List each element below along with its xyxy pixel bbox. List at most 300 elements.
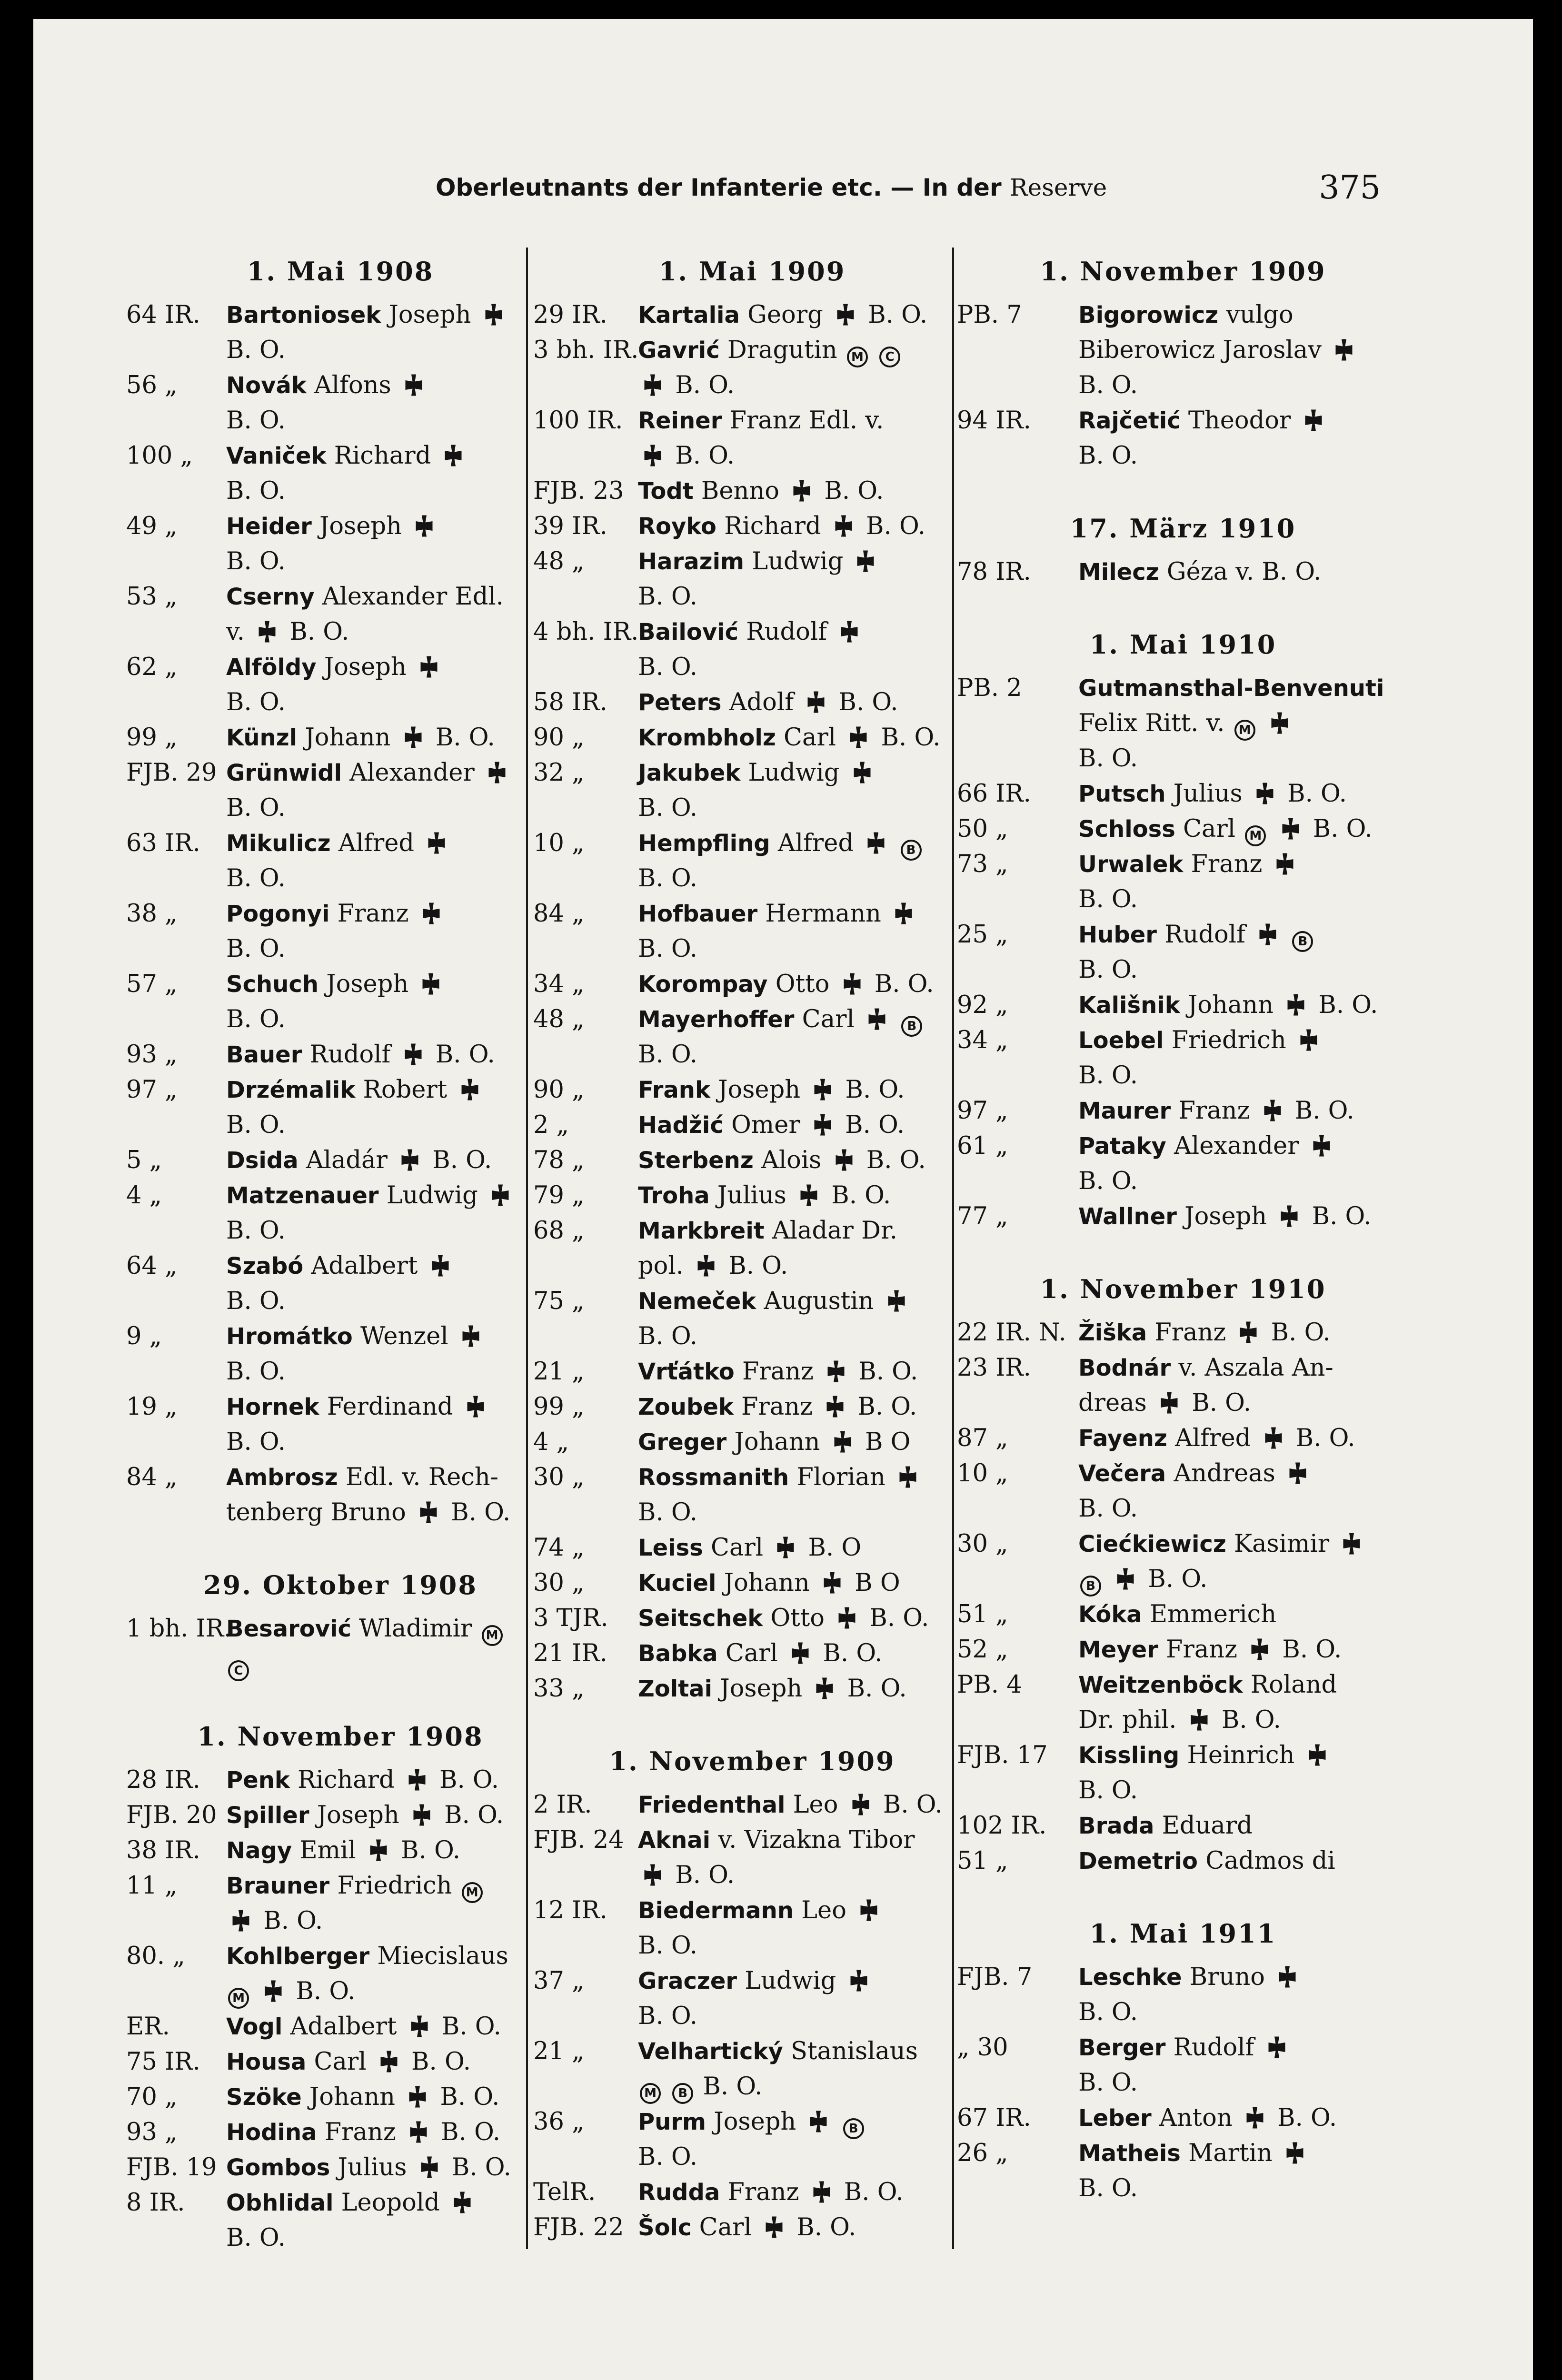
entry-text: tenberg Bruno B. O.: [226, 1498, 511, 1527]
officer-surname: Seitschek: [638, 1605, 763, 1632]
officer-surname: Hadžić: [638, 1112, 724, 1139]
unit-label: 90 „: [533, 724, 585, 752]
roster-entry: [957, 1960, 1409, 2030]
cross-decoration-icon: [857, 1898, 881, 1922]
entry-text: Johann B O: [734, 1428, 911, 1456]
roster-entry: [533, 403, 971, 474]
unit-label: 2 „: [533, 1111, 569, 1139]
entry-text: B. O.: [638, 1498, 697, 1527]
roster-entry: [533, 615, 971, 685]
unit-label: 84 „: [126, 1463, 178, 1491]
entry-text: B. O.: [638, 864, 697, 892]
officer-surname: Obhlidal: [226, 2190, 334, 2216]
entry-text: B. O.: [638, 794, 697, 822]
unit-label: 36 „: [533, 2108, 585, 2136]
cross-decoration-icon: [1268, 711, 1292, 735]
entry-text: Kasimir: [1234, 1530, 1330, 1558]
roster-entry: [533, 1893, 971, 1964]
cross-decoration-icon: [1114, 1567, 1137, 1591]
officer-surname: Berger: [1078, 2034, 1166, 2061]
entry-text: v. B. O.: [226, 618, 349, 646]
entry-text: Johann B. O.: [309, 2083, 500, 2111]
unit-label: 26 „: [957, 2139, 1008, 2167]
entry-text: Alfred B. O.: [1175, 1424, 1355, 1452]
unit-label: 99 „: [533, 1393, 585, 1421]
cross-decoration-icon: [458, 1078, 482, 1101]
officer-surname: Jakubek: [638, 760, 741, 786]
section-heading: 1. November 1910: [1040, 1274, 1326, 1304]
cross-decoration-icon: [641, 1863, 665, 1887]
roster-entry: [126, 1833, 555, 1868]
unit-label: TelR.: [533, 2178, 596, 2206]
entry-text: Richard B. O.: [298, 1766, 499, 1794]
unit-label: 29 IR.: [533, 301, 607, 329]
roster-entry: [126, 579, 555, 650]
officer-surname: Gombos: [226, 2154, 330, 2181]
entry-text: Rudolf: [746, 618, 827, 646]
entry-text: Carl B: [802, 1005, 925, 1033]
officer-surname: Fayenz: [1078, 1425, 1167, 1452]
roster-entry: [126, 1798, 555, 1833]
unit-label: 3 bh. IR.: [533, 336, 639, 364]
running-title: Oberleutnants der Infanterie etc. — In der Reserve: [436, 174, 1107, 201]
unit-label: 97 „: [957, 1097, 1008, 1125]
roster-entry: [957, 1456, 1409, 1527]
roster-entry: [957, 671, 1409, 776]
unit-label: 84 „: [533, 900, 585, 928]
officer-surname: Biedermann: [638, 1897, 794, 1924]
roster-entry: [533, 2034, 971, 2104]
officer-surname: Pataky: [1078, 1133, 1166, 1160]
entry-text: Theodor: [1188, 407, 1291, 435]
cross-decoration-icon: [1302, 408, 1325, 432]
unit-label: 2 IR.: [533, 1791, 592, 1819]
cross-decoration-icon: [885, 1289, 908, 1313]
officer-surname: Drzémalik: [226, 1077, 356, 1103]
entry-text: Carl B. O: [710, 1534, 862, 1562]
entry-text: Dr. phil. B. O.: [1078, 1706, 1281, 1734]
officer-surname: Dsida: [226, 1147, 298, 1174]
roster-entry: [957, 1597, 1409, 1632]
entry-text: B. O.: [226, 1428, 286, 1456]
officer-surname: Novák: [226, 372, 307, 399]
cross-decoration-icon: [255, 620, 279, 644]
entry-text: Aladar Dr.: [772, 1217, 898, 1245]
page-number: 375: [1319, 169, 1381, 207]
entry-text: B. O.: [226, 336, 286, 364]
entry-text: B. O.: [1078, 1061, 1138, 1090]
roster-entry: [533, 2210, 971, 2245]
entry-text: Augustin: [764, 1287, 874, 1315]
officer-surname: Mikulicz: [226, 830, 331, 857]
cross-decoration-icon: [832, 514, 856, 538]
officer-surname: Besarović: [226, 1616, 351, 1642]
roster-entry: [533, 2175, 971, 2210]
unit-label: 9 „: [126, 1322, 162, 1350]
roster-entry: [126, 1249, 555, 1319]
entry-text: Adalbert: [311, 1252, 418, 1280]
entry-text: B. O.: [226, 407, 286, 435]
unit-label: 94 IR.: [957, 407, 1031, 435]
entry-text: Emil B. O.: [299, 1836, 461, 1864]
cross-decoration-icon: [419, 972, 443, 996]
cross-decoration-icon: [806, 2110, 830, 2133]
entry-text: B. O.: [1078, 2174, 1138, 2202]
roster-entry: [533, 1425, 971, 1460]
roster-entry: [533, 1566, 971, 1601]
entry-text: B. O.: [1078, 371, 1138, 399]
officer-surname: Bailović: [638, 619, 739, 645]
officer-surname: Aknai: [638, 1827, 711, 1854]
entry-text: Carl B. O.: [314, 2048, 471, 2076]
roster-entry: [957, 847, 1409, 917]
entry-text: Joseph B: [714, 2108, 866, 2136]
unit-label: 10 „: [533, 829, 585, 857]
entry-text: B. O.: [226, 477, 286, 505]
cross-decoration-icon: [1277, 1204, 1301, 1228]
roster-entry: [126, 2185, 555, 2256]
cross-decoration-icon: [401, 1042, 425, 1066]
cross-decoration-icon: [1284, 993, 1308, 1017]
entry-text: Stanislaus: [791, 2037, 918, 2065]
roster-entry: [533, 1354, 971, 1389]
entry-text: Carl B. O.: [725, 1639, 883, 1667]
decoration-badge-icon: M: [482, 1625, 503, 1646]
officer-surname: Huber: [1078, 922, 1157, 948]
unit-label: FJB. 17: [957, 1741, 1048, 1769]
roster-entry: [533, 298, 971, 333]
entry-text: Joseph: [326, 970, 409, 998]
unit-label: 39 IR.: [533, 512, 607, 540]
unit-label: 4 bh. IR.: [533, 618, 639, 646]
unit-label: FJB. 29: [126, 759, 217, 787]
roster-entry: [126, 2115, 555, 2150]
unit-label: 78 „: [533, 1146, 585, 1174]
entry-text: B. O.: [638, 1932, 697, 1960]
cross-decoration-icon: [1275, 1965, 1299, 1989]
roster-entry: [126, 1072, 555, 1143]
entry-text: Felix Ritt. v. M: [1078, 709, 1294, 737]
decoration-badge-icon: M: [1234, 720, 1255, 741]
officer-surname: Frank: [638, 1077, 710, 1103]
officer-surname: Hodina: [226, 2119, 317, 2146]
entry-text: Carl B. O.: [783, 724, 941, 752]
unit-label: 73 „: [957, 850, 1008, 878]
unit-label: 67 IR.: [957, 2104, 1031, 2132]
unit-label: 48 „: [533, 1005, 585, 1033]
entry-text: Martin: [1188, 2139, 1273, 2167]
officer-surname: Loebel: [1078, 1027, 1164, 1054]
entry-text: B. O.: [226, 1907, 323, 1935]
entry-text: Franz Edl. v.: [729, 407, 884, 435]
cross-decoration-icon: [864, 831, 888, 855]
entry-text: Leo B. O.: [793, 1791, 943, 1819]
roster-entry: [533, 333, 971, 403]
cross-decoration-icon: [896, 1465, 920, 1489]
cross-decoration-icon: [428, 1254, 452, 1278]
roster-entry: [126, 2150, 555, 2185]
cross-decoration-icon: [261, 1979, 285, 2003]
unit-label: 63 IR.: [126, 829, 200, 857]
unit-label: PB. 7: [957, 301, 1022, 329]
cross-decoration-icon: [402, 373, 426, 397]
officer-surname: Todt: [638, 478, 694, 505]
roster-entry: [957, 917, 1409, 988]
roster-entry: [957, 403, 1409, 474]
roster-entry: [533, 2104, 971, 2175]
cross-decoration-icon: [774, 1536, 797, 1559]
entry-text: Rudolf B. O.: [309, 1041, 495, 1069]
unit-label: 34 „: [957, 1026, 1008, 1054]
entry-text: Miecislaus: [377, 1942, 508, 1970]
officer-surname: Hornek: [226, 1394, 319, 1420]
roster-entry: [957, 988, 1409, 1023]
unit-label: 8 IR.: [126, 2189, 185, 2217]
unit-label: 37 „: [533, 1967, 585, 1995]
unit-label: 34 „: [533, 970, 585, 998]
section-heading: 1. November 1909: [1040, 256, 1326, 287]
decoration-badge-icon: B: [843, 2118, 864, 2139]
entry-text: Friedrich M: [337, 1872, 484, 1900]
officer-surname: Cserny: [226, 584, 315, 610]
entry-text: Adalbert B. O.: [290, 2013, 501, 2041]
roster-entry: [533, 474, 971, 509]
officer-surname: Rudda: [638, 2179, 720, 2206]
cross-decoration-icon: [1332, 338, 1356, 362]
officer-surname: Putsch: [1078, 781, 1166, 807]
column-2: [533, 250, 971, 2245]
roster-entry: [126, 1868, 555, 1939]
entry-text: B. O.: [638, 2143, 697, 2171]
officer-surname: Kissling: [1078, 1742, 1180, 1769]
entry-text: Robert: [363, 1076, 448, 1104]
roster-entry: [533, 1530, 971, 1566]
cross-decoration-icon: [846, 725, 870, 749]
unit-label: 75 IR.: [126, 2048, 200, 2076]
cross-decoration-icon: [1236, 1320, 1260, 1344]
roster-entry: [126, 368, 555, 438]
entry-text: B. O.: [226, 864, 286, 892]
entry-text: Roland: [1250, 1671, 1337, 1699]
officer-surname: Krombholz: [638, 724, 776, 751]
roster-entry: [957, 1808, 1409, 1844]
unit-label: 21 „: [533, 1358, 585, 1386]
officer-surname: Housa: [226, 2049, 307, 2075]
officer-surname: Leschke: [1078, 1964, 1182, 1991]
decoration-badge-icon: B: [1080, 1576, 1101, 1597]
roster-entry: [533, 1964, 971, 2034]
entry-text: B. O.: [226, 1217, 286, 1245]
roster-entry: [957, 1844, 1409, 1879]
unit-label: 77 „: [957, 1202, 1008, 1230]
cross-decoration-icon: [813, 1676, 836, 1700]
roster-entry: [533, 1002, 971, 1072]
cross-decoration-icon: [1279, 817, 1303, 841]
decoration-badge-icon: B: [672, 2083, 693, 2104]
roster-entry: [126, 2009, 555, 2044]
officer-surname: Velhartický: [638, 2038, 783, 2065]
officer-surname: Royko: [638, 513, 716, 540]
cross-decoration-icon: [1305, 1743, 1329, 1767]
cross-decoration-icon: [1256, 922, 1280, 946]
entry-text: M B. O.: [226, 1977, 355, 2005]
roster-entry: [957, 1667, 1409, 1738]
officer-surname: Kartalia: [638, 302, 740, 328]
roster-entry: [957, 1093, 1409, 1129]
roster-entry: [533, 1108, 971, 1143]
entry-text: Emmerich: [1149, 1600, 1277, 1628]
officer-surname: Schloss: [1078, 816, 1175, 843]
officer-surname: Rossmanith: [638, 1464, 789, 1491]
entry-text: [226, 1650, 251, 1678]
cross-decoration-icon: [823, 1395, 847, 1418]
unit-label: 22 IR. N.: [957, 1319, 1066, 1347]
unit-label: 51 „: [957, 1600, 1008, 1628]
officer-surname: Hofbauer: [638, 901, 758, 927]
entry-text: Joseph B. O.: [1184, 1202, 1372, 1230]
officer-surname: Milecz: [1078, 559, 1159, 585]
entry-text: B. O.: [226, 547, 286, 575]
entry-text: B. O.: [226, 1358, 286, 1386]
entry-text: Florian: [796, 1463, 885, 1491]
unit-label: 51 „: [957, 1847, 1008, 1875]
decoration-badge-icon: C: [228, 1660, 249, 1681]
entry-text: Bruno: [1190, 1963, 1302, 1991]
entry-text: Joseph B. O.: [720, 1675, 907, 1703]
unit-label: „ 30: [957, 2033, 1008, 2062]
entry-text: Joseph: [324, 653, 407, 681]
unit-label: 66 IR.: [957, 780, 1031, 808]
entry-text: Ludwig: [748, 759, 876, 787]
entry-text: Cadmos di: [1205, 1847, 1335, 1875]
officer-surname: Gutmansthal-Benvenuti: [1078, 675, 1384, 702]
roster-entry: [126, 1611, 555, 1682]
entry-text: Franz B. O.: [741, 1393, 917, 1421]
unit-label: 75 „: [533, 1287, 585, 1315]
decoration-badge-icon: B: [901, 1016, 922, 1037]
unit-label: 97 „: [126, 1076, 178, 1104]
cross-decoration-icon: [464, 1395, 488, 1418]
roster-entry: [126, 1037, 555, 1072]
unit-label: 92 „: [957, 991, 1008, 1019]
entry-text: Alois B. O.: [761, 1146, 926, 1174]
entry-text: B. O.: [1078, 1495, 1138, 1523]
cross-decoration-icon: [1243, 2106, 1267, 2130]
officer-surname: Ciećkiewicz: [1078, 1531, 1226, 1557]
cross-decoration-icon: [1248, 1637, 1272, 1661]
cross-decoration-icon: [849, 1793, 873, 1816]
entry-text: Anton B. O.: [1159, 2104, 1337, 2132]
entry-text: Richard: [334, 442, 431, 470]
unit-label: 100 IR.: [533, 407, 623, 435]
entry-text: Ludwig: [745, 1967, 836, 1995]
entry-text: B. O.: [226, 688, 286, 716]
roster-entry: [533, 1601, 971, 1636]
officer-surname: Greger: [638, 1429, 727, 1456]
cross-decoration-icon: [788, 1641, 812, 1665]
roster-entry: [126, 1319, 555, 1389]
entry-text: B. O.: [1078, 956, 1138, 984]
entry-text: Joseph B. O.: [718, 1076, 905, 1104]
entry-text: Franz B. O.: [727, 2178, 904, 2206]
roster-entry: [126, 755, 555, 826]
cross-decoration-icon: [367, 1838, 390, 1862]
entry-text: v. Vizakna Tibor: [718, 1826, 915, 1854]
entry-text: Eduard: [1162, 1812, 1253, 1840]
entry-text: dreas B. O.: [1078, 1389, 1252, 1417]
entry-text: B. O.: [226, 1111, 286, 1139]
entry-text: Richard B. O.: [724, 512, 925, 540]
unit-label: 61 „: [957, 1132, 1008, 1160]
officer-surname: Heider: [226, 513, 312, 540]
roster-entry: [957, 1199, 1409, 1234]
cross-decoration-icon: [485, 761, 509, 784]
cross-decoration-icon: [419, 902, 443, 925]
officer-surname: Rajčetić: [1078, 407, 1181, 434]
entry-text: Benno B. O.: [701, 477, 884, 505]
entry-text: B. O.: [638, 2002, 697, 2030]
entry-text: Franz B. O.: [324, 2118, 501, 2146]
officer-surname: Sterbenz: [638, 1147, 754, 1174]
cross-decoration-icon: [1187, 1708, 1211, 1732]
roster-entry: [126, 1389, 555, 1460]
decoration-badge-icon: M: [847, 347, 868, 367]
roster-entry: [957, 2101, 1409, 2136]
roster-entry: [957, 1023, 1409, 1093]
cross-decoration-icon: [1283, 2141, 1307, 2165]
cross-decoration-icon: [441, 444, 465, 467]
cross-decoration-icon: [1297, 1028, 1321, 1052]
decoration-badge-icon: M: [1245, 825, 1266, 846]
entry-text: B. O.: [638, 1041, 697, 1069]
roster-entry: [126, 2080, 555, 2115]
cross-decoration-icon: [405, 1768, 429, 1792]
officer-surname: Brauner: [226, 1873, 330, 1899]
unit-label: 4 „: [126, 1181, 162, 1210]
roster-entry: [533, 1671, 971, 1706]
entry-text: B. O.: [638, 935, 697, 963]
officer-surname: Urwalek: [1078, 851, 1184, 878]
unit-label: 11 „: [126, 1872, 178, 1900]
cross-decoration-icon: [408, 2014, 431, 2038]
decoration-badge-icon: M: [228, 1988, 249, 2009]
roster-entry: [957, 1738, 1409, 1808]
decoration-badge-icon: C: [879, 347, 900, 367]
entry-text: Biberowicz Jaroslav: [1078, 336, 1359, 364]
cross-decoration-icon: [1286, 1461, 1310, 1485]
officer-surname: Hempfling: [638, 830, 770, 857]
officer-surname: Graczer: [638, 1968, 737, 1994]
roster-entry: [126, 1143, 555, 1178]
entry-text: Rudolf: [1173, 2033, 1254, 2062]
cross-decoration-icon: [1273, 852, 1297, 876]
unit-label: 64 „: [126, 1252, 178, 1280]
cross-decoration-icon: [410, 1803, 434, 1827]
officer-surname: Peters: [638, 689, 722, 716]
column-3: [957, 250, 1409, 2206]
cross-decoration-icon: [811, 1078, 835, 1101]
cross-decoration-icon: [832, 1148, 856, 1172]
roster-entry: [533, 1787, 971, 1823]
entry-text: Andreas: [1174, 1459, 1275, 1488]
officer-surname: Zoltai: [638, 1676, 713, 1702]
roster-entry: [126, 650, 555, 720]
unit-label: 5 „: [126, 1146, 162, 1174]
entry-text: Julius B. O.: [338, 2153, 511, 2182]
entry-text: Wladimir M: [359, 1615, 504, 1643]
unit-label: 30 „: [533, 1463, 585, 1491]
unit-label: FJB. 24: [533, 1826, 624, 1854]
